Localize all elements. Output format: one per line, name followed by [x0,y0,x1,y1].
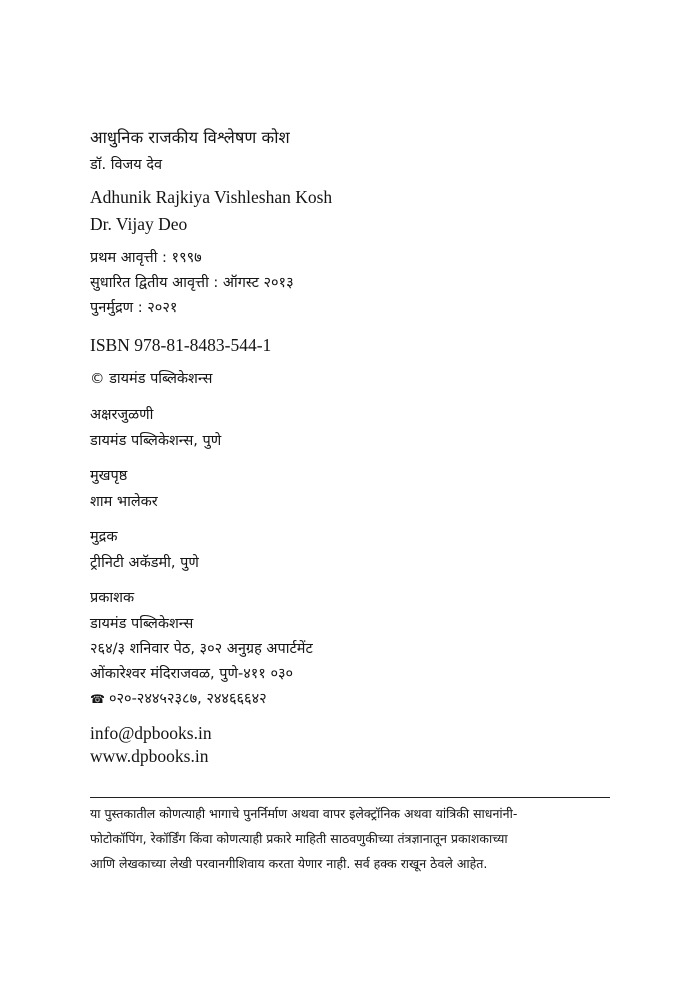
publisher-address-line1: २६४/३ शनिवार पेठ, ३०२ अनुग्रह अपार्टमेंट [90,641,313,657]
contact-website[interactable]: www.dpbooks.in [90,746,209,766]
first-edition: प्रथम आवृत्ती : १९९७ [90,250,202,266]
publisher-phone: ०२०-२४४५२३८७, २४४६६६४२ [108,691,267,707]
publisher-phone-row [90,689,267,709]
isbn-number: ISBN 978-81-8483-544-1 [90,335,272,355]
revised-second-edition: सुधारित द्वितीय आवृत्ती : ऑगस्ट २०१३ [90,275,294,291]
author-name-english: Dr. Vijay Deo [90,214,188,234]
publisher-label: प्रकाशक [90,590,135,606]
publisher-name: डायमंड पब्लिकेशन्स [90,616,194,632]
reprint-edition: पुनर्मुद्रण : २०२१ [90,300,178,316]
book-title-marathi: आधुनिक राजकीय विश्लेषण कोश [90,128,290,147]
book-title-english: Adhunik Rajkiya Vishleshan Kosh [90,187,333,207]
cover-designer-value: शाम भालेकर [90,494,158,510]
rights-notice-line3: आणि लेखकाच्या लेखी परवानगीशिवाय करता येणार नाही. सर्व हक्क राखून ठेवले आहेत. [90,856,488,871]
notice-divider [90,797,610,798]
contact-email[interactable]: info@dpbooks.in [90,723,212,743]
printer-label: मुद्रक [90,529,118,545]
publisher-address-line2: ओंकारेश्वर मंदिराजवळ, पुणे-४११ ०३० [90,666,294,682]
rights-notice-line2: फोटोकॉपिंग, रेकॉर्डिंग किंवा कोणत्याही प्रकारे माहिती साठवणुकीच्या तंत्रज्ञानातून प्रकाशकाच्या [90,831,508,846]
rights-notice-line1: या पुस्तकातील कोणत्याही भागाचे पुनर्निर्माण अथवा वापर इलेक्ट्रॉनिक अथवा यांत्रिकी साधनांनी- [90,806,518,821]
cover-designer-label: मुखपृष्ठ [90,468,128,484]
telephone-icon: ☎ [90,692,105,706]
printer-value: ट्रीनिटी अकॅडमी, पुणे [90,555,199,571]
imprint-page [90,0,610,992]
typesetting-value: डायमंड पब्लिकेशन्स, पुणे [90,433,222,449]
author-name-marathi: डॉ. विजय देव [90,157,163,173]
copyright-notice: © डायमंड पब्लिकेशन्स [90,371,213,387]
typesetting-label: अक्षरजुळणी [90,407,154,423]
